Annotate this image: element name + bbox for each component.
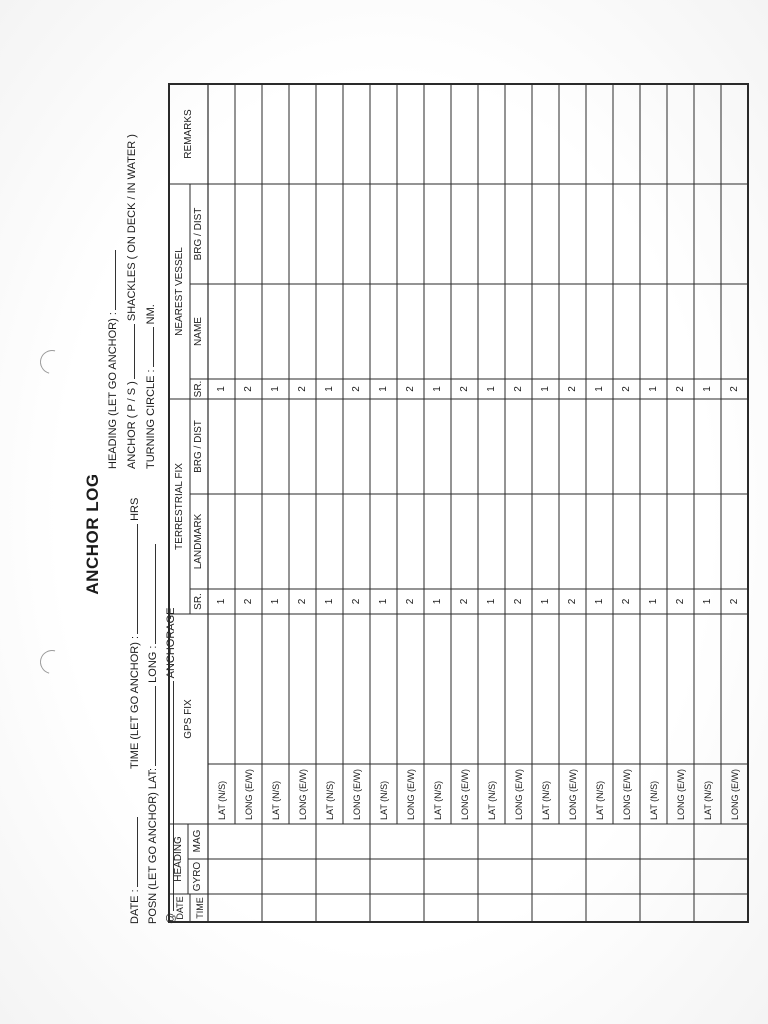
terrestrial-sr-number: 1 — [377, 598, 389, 605]
long-label: LONG : — [147, 645, 159, 683]
vessel-sr-number: 1 — [647, 386, 659, 392]
gps-fix-label: LONG (E/W) — [729, 769, 740, 820]
vessel-sr-number: 2 — [404, 386, 416, 392]
gps-fix-label: LONG (E/W) — [351, 769, 362, 820]
terrestrial-sr-number: 1 — [485, 598, 497, 605]
terrestrial-sr-number: 1 — [431, 598, 443, 605]
vessel-sr-number: 2 — [242, 386, 254, 392]
at-label: @ — [165, 912, 177, 924]
vessel-sr-number: 1 — [377, 386, 389, 392]
date-label: DATE : — [129, 889, 141, 924]
terrestrial-sr-number: 2 — [242, 598, 254, 605]
gps-fix-label: LAT (N/S) — [540, 780, 551, 820]
gps-fix-label: LAT (N/S) — [432, 780, 443, 820]
col-remarks: REMARKS — [183, 109, 194, 159]
terrestrial-sr-number: 1 — [269, 598, 281, 605]
anchorage-label: ANCHORAGE — [165, 607, 177, 679]
hrs-label: HRS — [129, 497, 141, 521]
terrestrial-sr-number: 1 — [701, 598, 713, 605]
terrestrial-sr-number: 2 — [566, 598, 578, 605]
vessel-sr-number: 1 — [269, 386, 281, 392]
col-date: DATE — [175, 896, 185, 920]
gps-fix-label: LAT (N/S) — [648, 780, 659, 820]
gps-fix-label: LONG (E/W) — [405, 769, 416, 820]
form-title: ANCHOR LOG — [83, 473, 102, 595]
terrestrial-sr-number: 2 — [350, 598, 362, 605]
terrestrial-sr-number: 1 — [539, 598, 551, 605]
gps-fix-label: LAT (N/S) — [324, 780, 335, 820]
heading-label: HEADING (LET GO ANCHOR) : — [107, 312, 119, 469]
terrestrial-sr-number: 2 — [404, 598, 416, 605]
vessel-sr-number: 1 — [593, 386, 605, 392]
vessel-sr-number: 2 — [512, 386, 524, 392]
terrestrial-sr-number: 1 — [593, 598, 605, 605]
gps-fix-label: LONG (E/W) — [567, 769, 578, 820]
col-sr-vessel: SR. — [193, 380, 204, 398]
gps-fix-label: LONG (E/W) — [243, 769, 254, 820]
vessel-sr-number: 1 — [701, 386, 713, 392]
vessel-sr-number: 1 — [431, 386, 443, 392]
vessel-sr-number: 2 — [728, 386, 740, 392]
terrestrial-sr-number: 2 — [512, 598, 524, 605]
terrestrial-sr-number: 1 — [647, 598, 659, 605]
terrestrial-sr-number: 2 — [296, 598, 308, 605]
terrestrial-sr-number: 1 — [215, 598, 227, 605]
vessel-sr-number: 2 — [620, 386, 632, 392]
col-nearest-vessel: NEAREST VESSEL — [174, 247, 185, 336]
col-landmark: LANDMARK — [193, 513, 204, 570]
vessel-sr-number: 1 — [485, 386, 497, 392]
terrestrial-sr-number: 2 — [620, 598, 632, 605]
gps-fix-label: LAT (N/S) — [594, 780, 605, 820]
col-gyro: GYRO — [192, 861, 203, 892]
vessel-sr-number: 2 — [566, 386, 578, 392]
terrestrial-sr-number: 2 — [458, 598, 470, 605]
gps-fix-label: LAT (N/S) — [270, 780, 281, 820]
gps-fix-label: LONG (E/W) — [513, 769, 524, 820]
vessel-sr-number: 2 — [674, 386, 686, 392]
gps-fix-label: LONG (E/W) — [459, 769, 470, 820]
gps-fix-label: LONG (E/W) — [675, 769, 686, 820]
vessel-sr-number: 2 — [458, 386, 470, 392]
vessel-sr-number: 1 — [539, 386, 551, 392]
gps-fix-label: LAT (N/S) — [702, 780, 713, 820]
col-gps-fix: GPS FIX — [183, 699, 194, 739]
col-heading: HEADING — [173, 836, 184, 882]
col-terrestrial-fix: TERRESTRIAL FIX — [174, 463, 185, 550]
col-sr: SR. — [193, 593, 204, 610]
turning-label: TURNING CIRCLE : — [145, 369, 157, 469]
col-brg-dist: BRG / DIST — [193, 420, 204, 473]
anchor-label: ANCHOR ( P / S ) — [126, 381, 138, 469]
shackles-label: SHACKLES ( ON DECK / IN WATER ) — [126, 134, 138, 322]
gps-fix-label: LAT (N/S) — [486, 780, 497, 820]
vessel-sr-number: 2 — [350, 386, 362, 392]
terrestrial-sr-number: 2 — [674, 598, 686, 605]
posn-label: POSN (LET GO ANCHOR) LAT: — [147, 767, 159, 924]
col-time: TIME — [195, 897, 205, 919]
gps-fix-label: LAT (N/S) — [216, 780, 227, 820]
gps-fix-label: LAT (N/S) — [378, 780, 389, 820]
vessel-sr-number: 2 — [296, 386, 308, 392]
vessel-sr-number: 1 — [323, 386, 335, 392]
vessel-sr-number: 1 — [215, 386, 227, 392]
terrestrial-sr-number: 2 — [728, 598, 740, 605]
terrestrial-sr-number: 1 — [323, 598, 335, 605]
col-brg-dist-vessel: BRG / DIST — [193, 207, 204, 261]
nm-label: NM. — [145, 304, 157, 325]
gps-fix-label: LONG (E/W) — [621, 769, 632, 820]
col-mag: MAG — [192, 829, 203, 853]
gps-fix-label: LONG (E/W) — [297, 769, 308, 820]
time-label: TIME (LET GO ANCHOR) : — [129, 635, 141, 769]
col-name: NAME — [193, 317, 204, 346]
